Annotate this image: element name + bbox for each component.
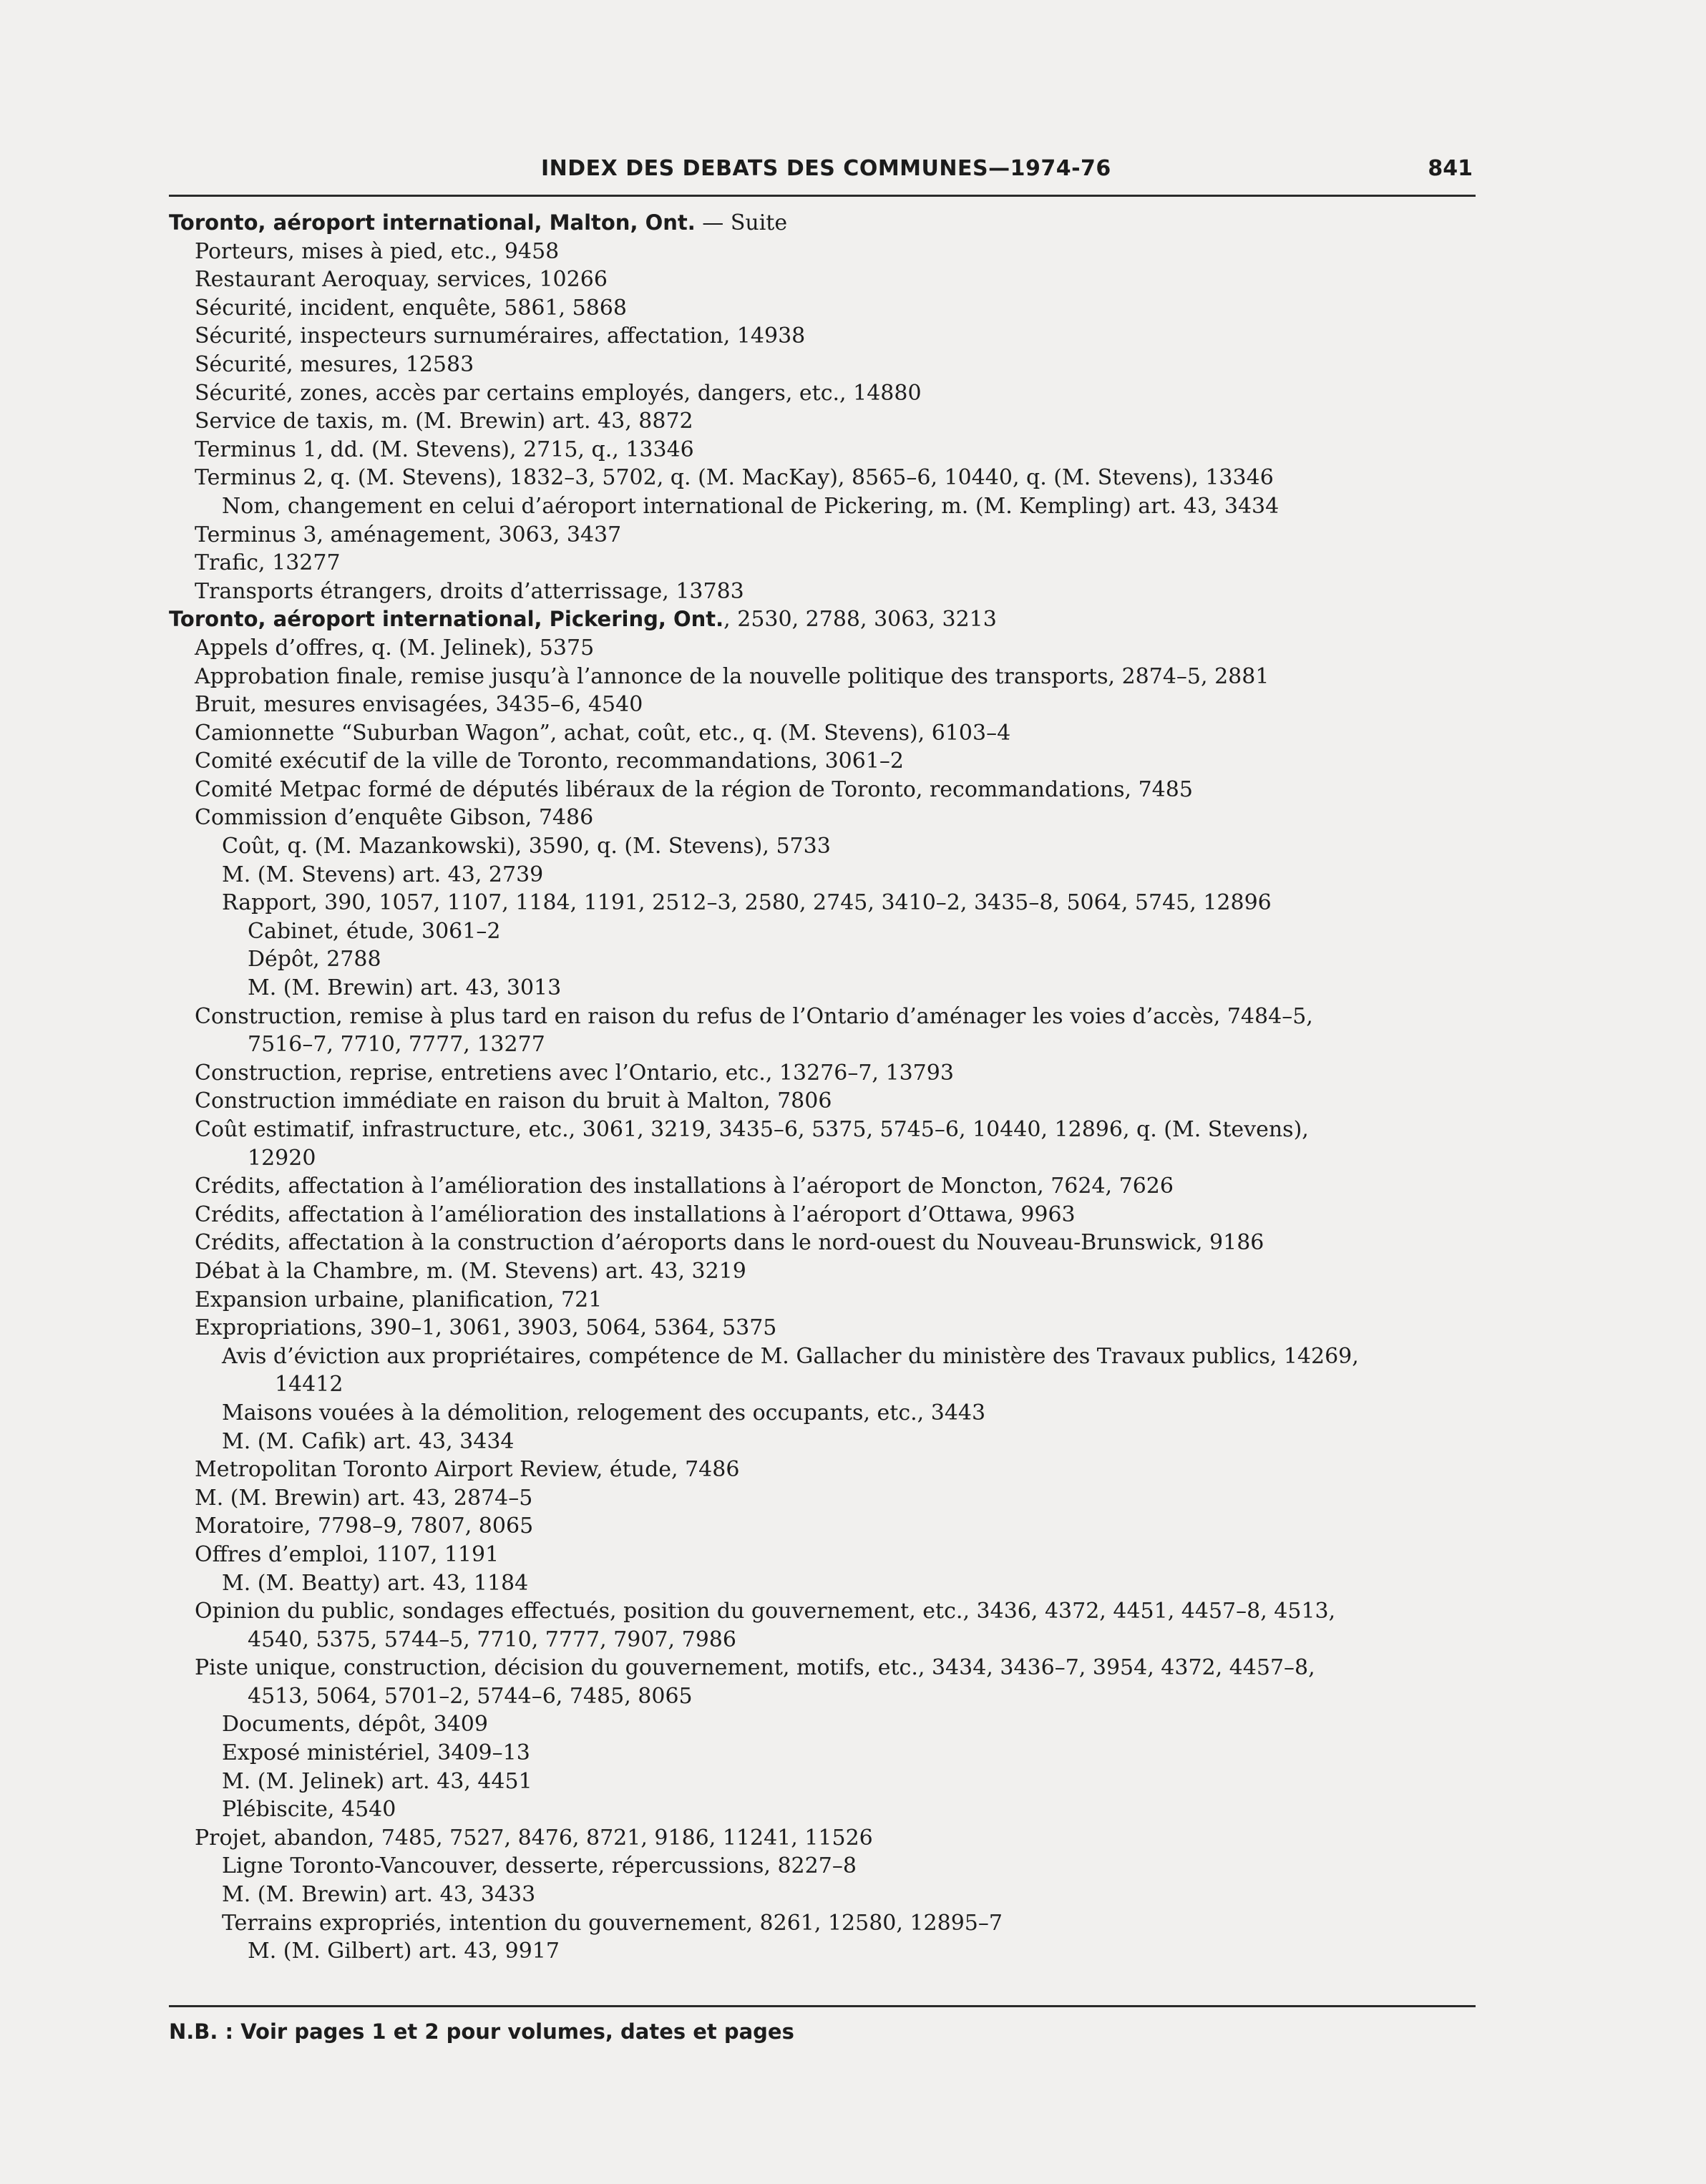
entry-text: Construction, remise à plus tard en raison du refus de l’Ontario d’aménager les voies d’accès, 7484–5, [195, 1003, 1313, 1029]
index-entry [169, 1229, 1476, 1257]
entry-headword: Toronto, aéroport international, Malton, Ont. [169, 210, 696, 235]
entry-text: Construction immédiate en raison du bruit à Malton, 7806 [195, 1088, 832, 1114]
entry-text: Terminus 1, dd. (M. Stevens), 2715, q., 13346 [195, 437, 694, 462]
index-entry [169, 521, 1476, 550]
index-heading-entry [169, 209, 1476, 238]
entry-text: , 2530, 2788, 3063, 3213 [723, 607, 997, 633]
index-entry [169, 1909, 1476, 1938]
entry-text: Débat à la Chambre, m. (M. Stevens) art. 43, 3219 [195, 1258, 746, 1284]
index-entry [169, 1399, 1476, 1428]
entry-text: Porteurs, mises à pied, etc., 9458 [195, 238, 560, 264]
entry-text: Coût estimatif, infrastructure, etc., 3061, 3219, 3435–6, 5375, 5745–6, 10440, 12896, q. (M. Stevens), [195, 1117, 1309, 1142]
index-entry [169, 1116, 1476, 1144]
index-entry [169, 294, 1476, 323]
entry-text: M. (M. Brewin) art. 43, 3433 [222, 1882, 536, 1908]
index-entry [169, 1484, 1476, 1513]
index-entry [169, 265, 1476, 294]
index-entry [169, 1824, 1476, 1853]
entry-text: Crédits, affectation à l’amélioration des installations à l’aéroport de Moncton, 7624, 7626 [195, 1174, 1174, 1199]
index-entry [169, 776, 1476, 804]
entry-text: Documents, dépôt, 3409 [222, 1712, 488, 1737]
entry-text: Expansion urbaine, planification, 721 [195, 1287, 603, 1312]
index-entry [169, 663, 1476, 691]
entry-text: Comité Metpac formé de députés libéraux de la région de Toronto, recommandations, 7485 [195, 776, 1193, 802]
entry-text: Sécurité, zones, accès par certains employés, dangers, etc., 14880 [195, 380, 922, 406]
entry-text: Terminus 3, aménagement, 3063, 3437 [195, 522, 622, 547]
page-title: INDEX DES DEBATS DES COMMUNES—1974-76 [541, 156, 1111, 181]
entry-text: M. (M. Jelinek) art. 43, 4451 [222, 1768, 532, 1794]
index-entry [169, 1682, 1476, 1711]
index-entry [169, 1512, 1476, 1541]
entry-text: Cabinet, étude, 3061–2 [248, 918, 501, 944]
entry-text: — Suite [695, 210, 788, 235]
index-entry [169, 861, 1476, 889]
index-entry [169, 1710, 1476, 1739]
index-entry [169, 1852, 1476, 1881]
index-entry [169, 832, 1476, 861]
index-entries [169, 209, 1476, 1966]
footer-note: N.B. : Voir pages 1 et 2 pour volumes, dates et pages [169, 2019, 794, 2044]
index-entry [169, 1597, 1476, 1626]
entry-text: Coût, q. (M. Mazankowski), 3590, q. (M. Stevens), 5733 [222, 834, 831, 859]
index-entry [169, 1286, 1476, 1315]
entry-text: 12920 [248, 1145, 316, 1171]
entry-text: Restaurant Aeroquay, services, 10266 [195, 267, 608, 293]
entry-text: Transports étrangers, droits d’atterrissage, 13783 [195, 578, 744, 604]
index-entry [169, 1342, 1476, 1371]
entry-text: Avis d’éviction aux propriétaires, compétence de M. Gallacher du ministère des Travaux publics, 14269, [222, 1343, 1359, 1369]
entry-text: Appels d’offres, q. (M. Jelinek), 5375 [195, 635, 595, 660]
index-entry [169, 1003, 1476, 1031]
entry-text: M. (M. Cafik) art. 43, 3434 [222, 1428, 515, 1454]
index-entry [169, 889, 1476, 917]
index-entry [169, 804, 1476, 832]
entry-text: M. (M. Brewin) art. 43, 2874–5 [195, 1485, 533, 1511]
entry-text: M. (M. Gilbert) art. 43, 9917 [248, 1939, 560, 1964]
index-entry [169, 379, 1476, 408]
index-entry [169, 464, 1476, 492]
entry-text: M. (M. Stevens) art. 43, 2739 [222, 862, 544, 887]
entry-text: Opinion du public, sondages effectués, position du gouvernement, etc., 3436, 4372, 4451, 4457–8, 4513, [195, 1599, 1336, 1624]
entry-text: Crédits, affectation à la construction d’aéroports dans le nord-ouest du Nouveau-Brunswick, 9186 [195, 1230, 1264, 1256]
index-entry [169, 238, 1476, 266]
entry-text: Commission d’enquête Gibson, 7486 [195, 805, 594, 831]
index-entry [169, 634, 1476, 663]
entry-text: 7516–7, 7710, 7777, 13277 [248, 1032, 545, 1058]
entry-text: Sécurité, inspecteurs surnuméraires, affectation, 14938 [195, 323, 806, 349]
entry-text: Ligne Toronto-Vancouver, desserte, répercussions, 8227–8 [222, 1853, 857, 1879]
index-entry [169, 1541, 1476, 1569]
entry-text: Terminus 2, q. (M. Stevens), 1832–3, 5702, q. (M. MacKay), 8565–6, 10440, q. (M. Stevens), 13346 [195, 465, 1274, 491]
entry-text: Service de taxis, m. (M. Brewin) art. 43, 8872 [195, 409, 693, 434]
entry-text: Approbation finale, remise jusqu’à l’annonce de la nouvelle politique des transports, 2874–5, 2881 [195, 663, 1269, 689]
entry-text: Sécurité, incident, enquête, 5861, 5868 [195, 295, 627, 321]
index-entry [169, 1937, 1476, 1966]
entry-text: Offres d’emploi, 1107, 1191 [195, 1541, 499, 1567]
index-entry [169, 1144, 1476, 1173]
index-entry [169, 1456, 1476, 1484]
entry-text: Crédits, affectation à l’amélioration des installations à l’aéroport d’Ottawa, 9963 [195, 1201, 1076, 1227]
entry-text: 4540, 5375, 5744–5, 7710, 7777, 7907, 7986 [248, 1627, 736, 1652]
entry-text: Terrains expropriés, intention du gouvernement, 8261, 12580, 12895–7 [222, 1910, 1003, 1936]
index-entry [169, 1370, 1476, 1399]
index-entry [169, 577, 1476, 606]
index-entry [169, 945, 1476, 974]
entry-text: M. (M. Beatty) art. 43, 1184 [222, 1570, 529, 1596]
index-entry [169, 549, 1476, 577]
entry-text: Maisons vouées à la démolition, relogement des occupants, etc., 3443 [222, 1400, 986, 1425]
footer-rule [169, 2005, 1476, 2007]
index-entry [169, 917, 1476, 946]
entry-text: 4513, 5064, 5701–2, 5744–6, 7485, 8065 [248, 1683, 693, 1709]
entry-text: Expropriations, 390–1, 3061, 3903, 5064, 5364, 5375 [195, 1315, 777, 1341]
entry-text: Camionnette “Suburban Wagon”, achat, coût, etc., q. (M. Stevens), 6103–4 [195, 720, 1011, 746]
entry-text: Nom, changement en celui d’aéroport international de Pickering, m. (M. Kempling) art. 43, 3434 [222, 493, 1280, 519]
entry-text: Sécurité, mesures, 12583 [195, 351, 474, 377]
index-entry [169, 351, 1476, 379]
entry-text: Rapport, 390, 1057, 1107, 1184, 1191, 2512–3, 2580, 2745, 3410–2, 3435–8, 5064, 5745, 12896 [222, 890, 1272, 916]
index-entry [169, 1172, 1476, 1201]
index-entry [169, 974, 1476, 1003]
index-entry [169, 1768, 1476, 1796]
entry-text: 14412 [275, 1372, 343, 1398]
index-entry [169, 407, 1476, 436]
index-entry [169, 1201, 1476, 1229]
index-entry [169, 747, 1476, 776]
index-entry [169, 1059, 1476, 1088]
page-header [169, 147, 1476, 187]
index-entry [169, 719, 1476, 748]
index-entry [169, 322, 1476, 351]
index-entry [169, 691, 1476, 719]
index-entry [169, 1654, 1476, 1682]
index-entry [169, 1030, 1476, 1059]
entry-text: Bruit, mesures envisagées, 3435–6, 4540 [195, 692, 643, 718]
index-entry [169, 1087, 1476, 1116]
index-entry [169, 1257, 1476, 1286]
entry-text: Plébiscite, 4540 [222, 1797, 396, 1823]
entry-text: Trafic, 13277 [195, 550, 341, 576]
page-number: 841 [1428, 156, 1473, 181]
index-entry [169, 1569, 1476, 1598]
index-entry [169, 1314, 1476, 1342]
index-entry [169, 1795, 1476, 1824]
entry-text: Projet, abandon, 7485, 7527, 8476, 8721, 9186, 11241, 11526 [195, 1825, 873, 1851]
entry-text: Comité exécutif de la ville de Toronto, recommandations, 3061–2 [195, 749, 905, 774]
entry-text: M. (M. Brewin) art. 43, 3013 [248, 975, 562, 1001]
index-entry [169, 436, 1476, 464]
header-rule [169, 195, 1476, 197]
index-heading-entry [169, 605, 1476, 634]
index-entry [169, 1428, 1476, 1456]
entry-text: Piste unique, construction, décision du gouvernement, motifs, etc., 3434, 3436–7, 3954, 4372, 4457–8, [195, 1655, 1315, 1681]
entry-text: Moratoire, 7798–9, 7807, 8065 [195, 1513, 534, 1539]
entry-headword: Toronto, aéroport international, Pickering, Ont. [169, 607, 724, 632]
index-entry [169, 1739, 1476, 1768]
index-entry [169, 492, 1476, 521]
index-entry [169, 1626, 1476, 1654]
index-entry [169, 1881, 1476, 1909]
entry-text: Construction, reprise, entretiens avec l’Ontario, etc., 13276–7, 13793 [195, 1060, 954, 1086]
entry-text: Metropolitan Toronto Airport Review, étude, 7486 [195, 1457, 740, 1483]
entry-text: Exposé ministériel, 3409–13 [222, 1740, 530, 1766]
entry-text: Dépôt, 2788 [248, 947, 381, 972]
